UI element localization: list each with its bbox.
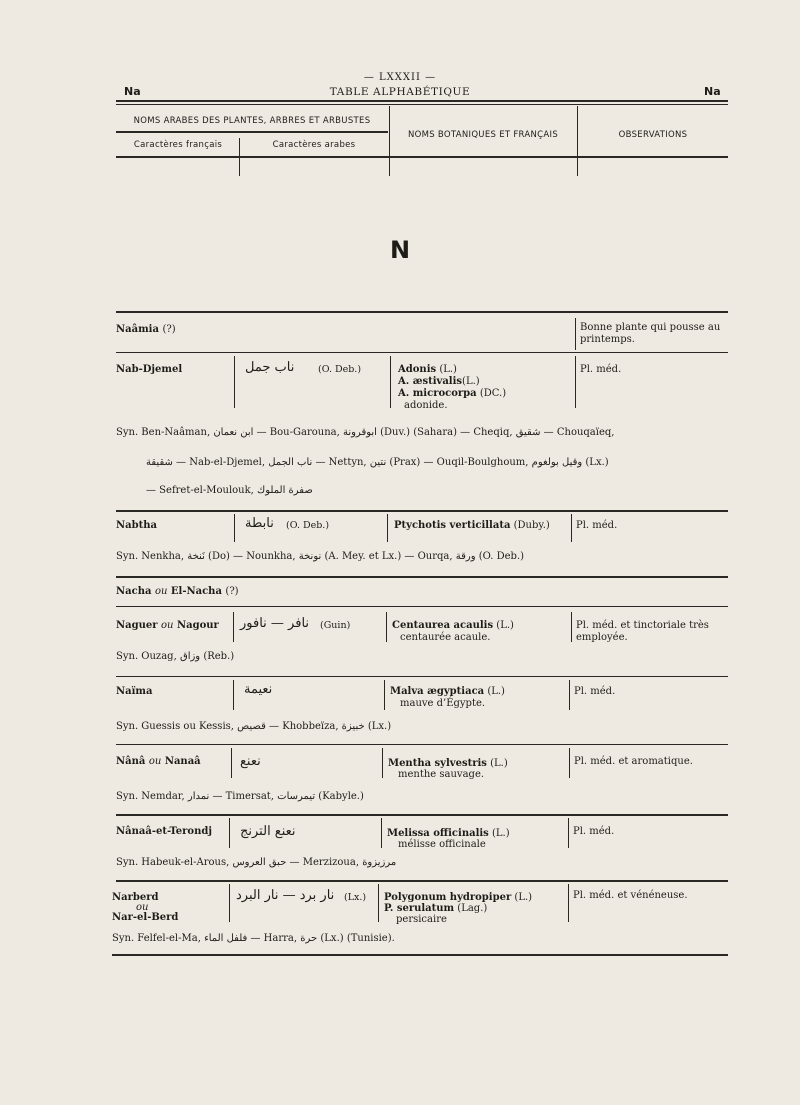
entry-nana-arabic: نعنع bbox=[240, 754, 261, 769]
entry-nabdjemel-arabic: ناب جمل bbox=[245, 360, 295, 375]
entry-naamia-obs: Bonne plante qui pousse au printemps. bbox=[580, 322, 721, 345]
entry-naima-bot1: Malva ægyptiaca (L.) bbox=[390, 686, 505, 697]
entry-narberd-or: ou bbox=[136, 902, 149, 913]
entry-separator bbox=[116, 311, 728, 313]
entry-nana-obs: Pl. méd. et aromatique. bbox=[574, 756, 693, 767]
entry-nabtha-name: Nabtha bbox=[116, 520, 157, 531]
col-divider bbox=[382, 748, 383, 778]
col-divider bbox=[229, 884, 230, 922]
entry-nanaa-obs: Pl. méd. bbox=[573, 826, 615, 837]
entry-separator bbox=[116, 576, 728, 578]
col-divider bbox=[386, 612, 387, 642]
entry-nanaa-name: Nânaâ-et-Terondj bbox=[116, 826, 212, 837]
col-divider bbox=[384, 680, 385, 710]
col-divider bbox=[229, 818, 230, 848]
entry-separator bbox=[116, 744, 728, 745]
subheader-rule bbox=[116, 131, 388, 133]
entry-naguer-name: Naguer ou Nagour bbox=[116, 620, 219, 631]
col-divider bbox=[568, 818, 569, 848]
entry-nabdjemel-syn1: Syn. Ben-Naâman, ابن نعمان — Bou-Garouna, ابوقرونة (Duv.) (Sahara) — Cheqiq, شقيق — Chouqaïeq, bbox=[116, 427, 615, 438]
entry-nabtha-source: (O. Deb.) bbox=[286, 520, 330, 531]
section-letter: N bbox=[389, 236, 411, 264]
entry-naguer-bot1: Centaurea acaulis (L.) bbox=[392, 620, 514, 631]
col-divider bbox=[575, 318, 576, 350]
entry-name-text: Naâmia bbox=[116, 324, 159, 335]
entry-narberd-name2: Nar-el-Berd bbox=[112, 912, 179, 923]
col-divider bbox=[575, 356, 576, 408]
col-divider bbox=[378, 884, 379, 922]
entry-nana-syn: Syn. Nemdar, نمدار — Timersat, تيمرسات (Kabyle.) bbox=[116, 791, 364, 802]
entry-nabdjemel-bot2: A. æstivalis(L.) bbox=[398, 376, 480, 387]
column-arab-names: NOMS ARABES DES PLANTES, ARBRES ET ARBUSTES bbox=[133, 116, 371, 126]
col-divider bbox=[571, 514, 572, 542]
header-tag-left: Na bbox=[124, 85, 141, 98]
entry-nabdjemel-bot1: Adonis (L.) bbox=[398, 364, 457, 375]
header-tag-right: Na bbox=[704, 85, 721, 98]
entry-nabdjemel-obs: Pl. méd. bbox=[580, 364, 622, 375]
col-divider bbox=[234, 514, 235, 542]
entry-nabdjemel-syn3: — Sefret-el-Moulouk, صفرة الملوك bbox=[146, 485, 313, 496]
entry-naamia-name bbox=[116, 324, 176, 335]
entry-narberd-bot1: Polygonum hydropiper (L.) bbox=[384, 892, 533, 903]
entry-narberd-obs: Pl. méd. et vénéneuse. bbox=[573, 890, 688, 901]
entry-nabdjemel-bot3: A. microcorpa (DC.) bbox=[398, 388, 507, 399]
entry-nabtha-arabic: نابطة bbox=[245, 516, 274, 531]
entry-nabdjemel-name: Nab-Djemel bbox=[116, 364, 183, 375]
col-divider bbox=[390, 356, 391, 408]
entry-narberd-source: (Lx.) bbox=[344, 892, 367, 903]
header-rule-top bbox=[116, 100, 728, 102]
entry-nacha-name: Nacha ou El-Nacha (?) bbox=[116, 586, 239, 597]
page-title: TABLE ALPHABÉTIQUE bbox=[329, 86, 471, 98]
entry-qualifier: (?) bbox=[162, 324, 176, 335]
entry-nanaa-arabic: نعنع الترنج bbox=[240, 824, 296, 839]
entry-naima-syn: Syn. Guessis ou Kessis, قصيص — Khobbeïza, خبيزة (Lx.) bbox=[116, 721, 392, 732]
entry-separator bbox=[116, 606, 728, 607]
entry-nabtha-obs: Pl. méd. bbox=[576, 520, 618, 531]
page-number: — LXXXII — bbox=[363, 72, 437, 83]
col-divider bbox=[569, 680, 570, 710]
entry-nanaa-french: mélisse officinale bbox=[398, 839, 486, 850]
header-rule-bottom bbox=[116, 156, 728, 158]
entry-naima-name: Naïma bbox=[116, 686, 153, 697]
entry-separator bbox=[116, 352, 728, 353]
entry-nana-french: menthe sauvage. bbox=[398, 769, 485, 780]
col-divider bbox=[569, 748, 570, 778]
entry-naima-french: mauve d’Égypte. bbox=[400, 698, 486, 709]
col-divider bbox=[381, 818, 382, 848]
col-divider bbox=[231, 748, 232, 778]
entry-narberd-french: persicaire bbox=[396, 914, 447, 925]
entry-narberd-name: Narberd bbox=[112, 892, 159, 903]
entry-separator bbox=[116, 676, 728, 677]
entry-naguer-french: centaurée acaule. bbox=[400, 632, 491, 643]
entry-nana-name: Nânâ ou Nanaâ bbox=[116, 756, 201, 767]
col-divider bbox=[571, 612, 572, 642]
col-divider bbox=[568, 884, 569, 922]
entry-narberd-bot2: P. serulatum (Lag.) bbox=[384, 903, 488, 914]
entry-narberd-arabic: نار برد — نار البرد bbox=[236, 888, 335, 903]
header-rule-top-thin bbox=[116, 104, 728, 105]
entry-nabdjemel-source: (O. Deb.) bbox=[318, 364, 362, 375]
entry-naguer-obs: Pl. méd. et tinctoriale très employée. bbox=[576, 620, 709, 643]
entry-naguer-arabic: نافر — نافور bbox=[240, 616, 310, 631]
entry-nana-bot1: Mentha sylvestris (L.) bbox=[388, 758, 508, 769]
page-bottom-rule bbox=[112, 954, 728, 956]
col-divider bbox=[387, 514, 388, 542]
entry-separator bbox=[116, 880, 728, 882]
entry-nabtha-syn: Syn. Nenkha, نَنخة (Do) — Nounkha, نونخة (A. Mey. et Lx.) — Ourqa, ورقة (O. Deb.) bbox=[116, 551, 525, 562]
entry-nabdjemel-syn2: شقيقة — Nab-el-Djemel, ناب الجمل — Nettyn, نتين (Prax) — Ouqil-Boulghoum, وقيل بولغوم (Lx.) bbox=[146, 457, 609, 468]
column-arabic-chars: Caractères arabes bbox=[272, 140, 356, 150]
entry-nanaa-bot1: Melissa officinalis (L.) bbox=[387, 828, 510, 839]
col-divider bbox=[234, 356, 235, 408]
column-botanical: NOMS BOTANIQUES ET FRANÇAIS bbox=[407, 130, 559, 140]
col-divider-3 bbox=[577, 106, 578, 176]
entry-separator bbox=[116, 510, 728, 512]
entry-nanaa-syn: Syn. Habeuk-el-Arous, حبق العروس — Merzizoua, مرزيزوة bbox=[116, 857, 397, 868]
entry-naima-obs: Pl. méd. bbox=[574, 686, 616, 697]
entry-naima-arabic: نعيمة bbox=[244, 682, 273, 697]
col-divider bbox=[233, 612, 234, 642]
col-divider-2 bbox=[389, 106, 390, 176]
entry-nabtha-bot1: Ptychotis verticillata (Duby.) bbox=[394, 520, 550, 531]
entry-nabdjemel-french: adonide. bbox=[404, 400, 448, 411]
entry-separator bbox=[116, 814, 728, 816]
column-french-chars: Caractères français bbox=[133, 140, 223, 150]
entry-naguer-source: (Guin) bbox=[320, 620, 351, 631]
col-divider bbox=[233, 680, 234, 710]
entry-narberd-syn: Syn. Felfel-el-Ma, فلفل الماء — Harra, حرة (Lx.) (Tunisie). bbox=[112, 933, 395, 944]
column-observations: OBSERVATIONS bbox=[618, 130, 688, 140]
entry-naguer-syn: Syn. Ouzag, وزاق (Reb.) bbox=[116, 651, 235, 662]
